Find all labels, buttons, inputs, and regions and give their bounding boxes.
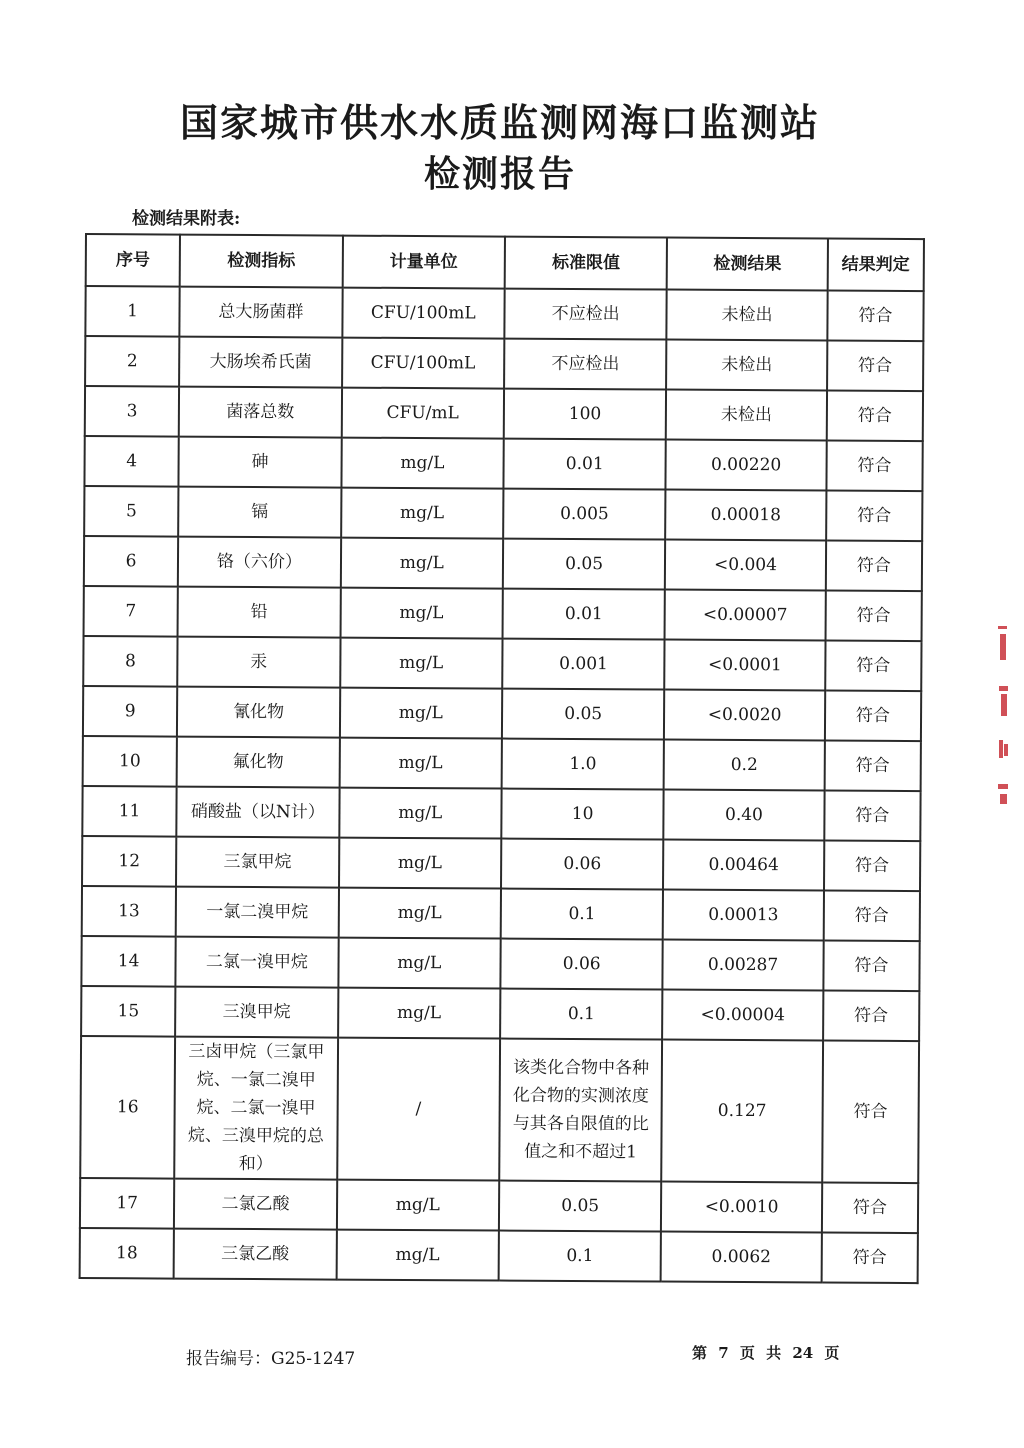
cell-serial: 2: [85, 336, 180, 387]
cell-judgment: 符合: [823, 941, 920, 992]
cell-result: <0.0010: [661, 1182, 822, 1233]
cell-judgment: 符合: [824, 791, 921, 842]
cell-unit: CFU/100mL: [342, 288, 505, 339]
results-table: [79, 233, 925, 1284]
cell-indicator: 汞: [177, 637, 340, 688]
cell-judgment: 符合: [826, 541, 923, 592]
cell-result: 0.0062: [661, 1232, 822, 1283]
cell-indicator: 一氯二溴甲烷: [176, 887, 339, 938]
table-row: [80, 1228, 918, 1283]
cell-unit: mg/L: [340, 588, 503, 639]
cell-limit: 0.05: [503, 539, 666, 590]
cell-judgment: 符合: [822, 1041, 919, 1184]
table-row: [82, 786, 920, 841]
cell-result: <0.00007: [665, 590, 826, 641]
cell-result: 0.00287: [663, 940, 824, 991]
cell-judgment: 符合: [824, 741, 921, 792]
cell-result: <0.0020: [664, 690, 825, 741]
cell-indicator: 二氯乙酸: [174, 1179, 337, 1230]
cell-result: 未检出: [666, 340, 827, 391]
cell-indicator: 氟化物: [177, 737, 340, 788]
cell-unit: mg/L: [341, 438, 504, 489]
cell-serial: 13: [82, 886, 177, 937]
cell-result: <0.00004: [662, 990, 823, 1041]
report-title-line1: 国家城市供水水质监测网海口监测站: [179, 100, 820, 145]
cell-judgment: 符合: [827, 291, 924, 342]
cell-unit: mg/L: [339, 788, 502, 839]
cell-indicator: 砷: [179, 437, 342, 488]
header-limit: 标准限值: [505, 237, 668, 290]
cell-serial: 18: [80, 1228, 175, 1279]
header-serial: 序号: [86, 234, 181, 287]
cell-unit: CFU/mL: [341, 388, 504, 439]
cell-serial: 12: [82, 836, 177, 887]
table-row: [85, 336, 923, 391]
table-row: [82, 886, 920, 941]
cell-limit: 0.1: [500, 989, 663, 1040]
table-row: [84, 536, 922, 591]
cell-result: 0.00013: [663, 890, 824, 941]
cell-judgment: 符合: [821, 1233, 918, 1284]
cell-serial: 11: [82, 786, 177, 837]
table-row: [84, 436, 922, 491]
cell-limit: 0.005: [503, 489, 666, 540]
table-row: [83, 736, 921, 791]
cell-serial: 10: [83, 736, 178, 787]
cell-limit: 0.1: [499, 1231, 662, 1282]
cell-judgment: 符合: [824, 841, 921, 892]
cell-serial: 15: [81, 986, 176, 1037]
table-row: [83, 686, 921, 741]
cell-unit: mg/L: [341, 488, 504, 539]
cell-limit: 0.01: [502, 589, 665, 640]
page-info: 第 7 页 共 24 页: [692, 1344, 840, 1362]
cell-indicator: 镉: [178, 487, 341, 538]
cell-limit: 0.06: [500, 939, 663, 990]
report-number: 报告编号：G25-1247: [186, 1349, 356, 1369]
cell-judgment: 符合: [826, 441, 923, 492]
cell-judgment: 符合: [825, 591, 922, 642]
cell-unit: mg/L: [336, 1230, 499, 1281]
cell-result: 0.00018: [665, 490, 826, 541]
header-judgment: 结果判定: [827, 239, 924, 292]
cell-unit: mg/L: [339, 738, 502, 789]
table-row: [80, 1178, 918, 1233]
cell-judgment: 符合: [825, 641, 922, 692]
cell-serial: 5: [84, 486, 179, 537]
table-row: [81, 936, 919, 991]
cell-result: 0.127: [662, 1040, 823, 1183]
cell-serial: 16: [80, 1036, 175, 1179]
cell-unit: mg/L: [340, 638, 503, 689]
cell-indicator: 铅: [178, 587, 341, 638]
table-row: [83, 636, 921, 691]
cell-limit: 100: [504, 389, 667, 440]
cell-judgment: 符合: [822, 1183, 919, 1234]
cell-serial: 8: [83, 636, 178, 687]
report-title-line2: 检测报告: [423, 153, 576, 195]
cell-result: 0.00464: [663, 840, 824, 891]
cell-serial: 1: [85, 286, 180, 337]
cell-indicator: 铬（六价）: [178, 537, 341, 588]
table-row: [85, 386, 923, 441]
header-unit: 计量单位: [342, 236, 505, 289]
cell-limit-text: 该类化合物中各种化合物的实测浓度与其各自限值的比值之和不超过1: [512, 1057, 650, 1163]
cell-serial: 7: [84, 586, 179, 637]
cell-serial: 3: [85, 386, 180, 437]
cell-indicator: 三溴甲烷: [175, 987, 338, 1038]
cell-limit: 1.0: [502, 739, 665, 790]
cell-limit: 0.05: [499, 1181, 662, 1232]
table-row: [82, 836, 920, 891]
cell-judgment: 符合: [825, 691, 922, 742]
cell-indicator: 总大肠菌群: [180, 287, 343, 338]
header-result: 检测结果: [667, 238, 828, 291]
table-row: [84, 586, 922, 641]
cell-indicator: 三氯甲烷: [176, 837, 339, 888]
cell-unit: mg/L: [338, 988, 501, 1039]
cell-limit: 0.1: [501, 889, 664, 940]
table-row: [80, 1036, 919, 1183]
cell-judgment: 符合: [823, 891, 920, 942]
cell-indicator: 硝酸盐（以N计）: [177, 787, 340, 838]
cell-indicator: 大肠埃希氏菌: [179, 337, 342, 388]
cell-indicator: 氰化物: [177, 687, 340, 738]
cell-judgment: 符合: [826, 491, 923, 542]
cell-limit: 0.001: [502, 639, 665, 690]
cell-limit: [499, 1039, 662, 1182]
cell-result: 0.40: [664, 790, 825, 841]
cell-result: 未检出: [666, 390, 827, 441]
cell-limit: 不应检出: [504, 339, 667, 390]
cell-result: <0.0001: [665, 640, 826, 691]
cell-unit: CFU/100mL: [342, 338, 505, 389]
header-indicator: 检测指标: [180, 235, 343, 288]
cell-serial: 14: [81, 936, 176, 987]
cell-result: 未检出: [667, 290, 828, 341]
cell-indicator: 菌落总数: [179, 387, 342, 438]
cell-unit: mg/L: [338, 938, 501, 989]
cell-serial: 9: [83, 686, 178, 737]
cell-serial: 17: [80, 1178, 175, 1229]
cell-judgment: 符合: [823, 991, 920, 1042]
seal-stamp-fragment-icon: [996, 622, 1010, 812]
cell-limit: 0.01: [503, 439, 666, 490]
cell-judgment: 符合: [827, 341, 924, 392]
table-row: [84, 486, 922, 541]
cell-unit: mg/L: [338, 888, 501, 939]
cell-unit: /: [337, 1038, 500, 1181]
cell-serial: 4: [84, 436, 179, 487]
cell-serial: 6: [84, 536, 179, 587]
cell-indicator: [174, 1037, 337, 1180]
cell-unit: mg/L: [339, 838, 502, 889]
cell-unit: mg/L: [340, 538, 503, 589]
cell-unit: mg/L: [337, 1180, 500, 1231]
cell-result: 0.2: [664, 740, 825, 791]
table-row: [85, 286, 923, 341]
cell-unit: mg/L: [340, 688, 503, 739]
cell-limit: 10: [501, 789, 664, 840]
cell-judgment: 符合: [826, 391, 923, 442]
cell-indicator-text: 三卤甲烷（三氯甲烷、一氯二溴甲烷、二氯一溴甲烷、三溴甲烷的总和）: [187, 1041, 325, 1175]
table-header-row: [86, 234, 924, 291]
cell-limit: 0.05: [502, 689, 665, 740]
cell-indicator: 二氯一溴甲烷: [176, 937, 339, 988]
cell-indicator: 三氯乙酸: [174, 1229, 337, 1280]
table-caption: 检测结果附表:: [132, 209, 241, 229]
cell-limit: 0.06: [501, 839, 664, 890]
table-row: [81, 986, 919, 1041]
cell-result: <0.004: [665, 540, 826, 591]
cell-limit: 不应检出: [504, 289, 667, 340]
cell-result: 0.00220: [666, 440, 827, 491]
